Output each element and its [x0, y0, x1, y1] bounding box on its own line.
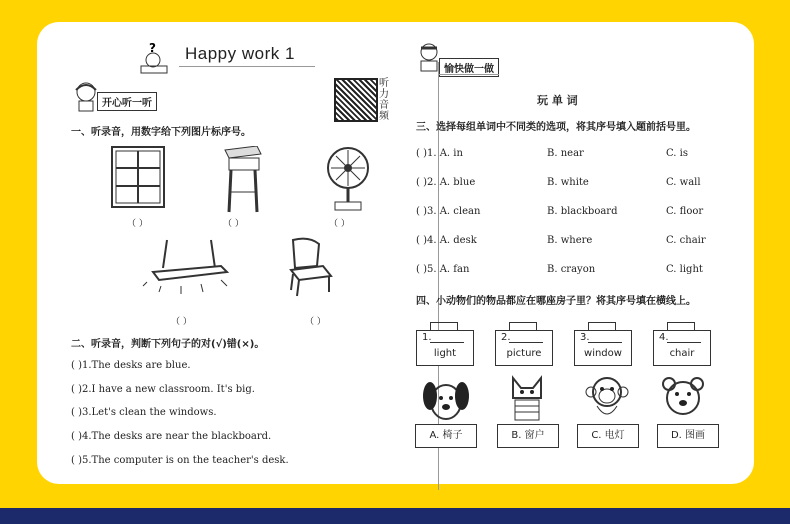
sentence-row [71, 455, 289, 466]
answer-box-b: B. 窗户 [497, 424, 559, 448]
thinking-kid-icon [137, 40, 173, 74]
svg-text:?: ? [149, 41, 156, 55]
answer-box-d: D. 图画 [657, 424, 719, 448]
section3-instruction: 三、选择每组单词中不同类的选项，将其序号填入题前括号里。 [416, 122, 696, 133]
house-word: picture [506, 348, 542, 359]
house-word: chair [669, 348, 695, 359]
do-section-badge: 愉快做一做 [439, 58, 499, 77]
qr-code [334, 78, 378, 122]
house-number: 1. [422, 332, 432, 343]
dog-icon [421, 374, 471, 428]
blank-chair[interactable]: （ ） [305, 317, 326, 327]
blank-desk[interactable]: （ ） [223, 219, 244, 229]
choice-b: B. near [547, 148, 584, 159]
house-4[interactable] [653, 322, 711, 364]
sentence-text: The desks are blue. [91, 360, 191, 371]
section2-instruction: 二、听录音，判断下列句子的对(√)错(×)。 [71, 339, 265, 350]
choice-b: B. where [547, 235, 593, 246]
desk-picture [223, 146, 263, 220]
chair-picture [285, 236, 337, 304]
answer-line[interactable] [667, 342, 701, 343]
choice-b: B. white [547, 177, 589, 188]
subtitle: 玩 单 词 [537, 94, 578, 107]
fan-picture [325, 146, 371, 216]
judge-blank[interactable]: ( )5. [71, 455, 92, 466]
choice-c: C. wall [666, 177, 701, 188]
worksheet-page [37, 22, 754, 484]
judge-blank[interactable]: ( )1. [71, 360, 92, 371]
title-underline [179, 66, 315, 67]
page-title: Happy work 1 [185, 44, 295, 63]
house-word: window [584, 348, 622, 359]
sentence-text: I have a new classroom. It's big. [91, 384, 255, 395]
house-number: 4. [659, 332, 669, 343]
blank-fan[interactable]: （ ） [329, 219, 350, 229]
cat-icon [507, 374, 547, 428]
badge-underline [439, 74, 499, 75]
answer-line[interactable] [430, 342, 464, 343]
choice-c: C. is [666, 148, 688, 159]
judge-blank[interactable]: ( )4. [71, 431, 92, 442]
sentence-row [71, 431, 271, 442]
answer-box-c: C. 电灯 [577, 424, 639, 448]
choice-row[interactable]: ( )2. A. blue [416, 177, 476, 188]
judge-blank[interactable]: ( )2. [71, 384, 92, 395]
choice-row[interactable]: ( )4. A. desk [416, 235, 477, 246]
house-3[interactable] [574, 322, 632, 364]
bear-icon [661, 374, 705, 428]
house-word: light [433, 348, 457, 359]
choice-c: C. floor [666, 206, 704, 217]
bottom-bar [0, 508, 790, 524]
sentence-row [71, 360, 191, 371]
sentence-text: Let's clean the windows. [91, 407, 217, 418]
monkey-icon [585, 374, 629, 428]
house-1[interactable] [416, 322, 474, 364]
light-picture [141, 238, 233, 304]
house-number: 3. [580, 332, 590, 343]
sentence-row [71, 407, 217, 418]
answer-line[interactable] [588, 342, 622, 343]
sentence-text: The computer is on the teacher's desk. [91, 455, 289, 466]
choice-row[interactable]: ( )5. A. fan [416, 264, 470, 275]
blank-window[interactable]: （ ） [127, 219, 148, 229]
house-number: 2. [501, 332, 511, 343]
window-picture [111, 146, 165, 212]
house-2[interactable] [495, 322, 553, 364]
answer-line[interactable] [509, 342, 543, 343]
choice-row[interactable]: ( )1. A. in [416, 148, 463, 159]
answer-box-a: A. 椅子 [415, 424, 477, 448]
choice-b: B. crayon [547, 264, 596, 275]
judge-blank[interactable]: ( )3. [71, 407, 92, 418]
choice-c: C. light [666, 264, 703, 275]
sentence-row [71, 384, 255, 395]
choice-b: B. blackboard [547, 206, 618, 217]
choice-row[interactable]: ( )3. A. clean [416, 206, 481, 217]
qr-label: 听力音频 [379, 78, 389, 122]
listen-section-badge: 开心听一听 [97, 92, 157, 111]
section1-instruction: 一、听录音，用数字给下列图片标序号。 [71, 127, 251, 138]
blank-light[interactable]: （ ） [171, 317, 192, 327]
choice-c: C. chair [666, 235, 706, 246]
sentence-text: The desks are near the blackboard. [91, 431, 272, 442]
section4-instruction: 四、小动物们的物品都应在哪座房子里？将其序号填在横线上。 [416, 296, 696, 307]
